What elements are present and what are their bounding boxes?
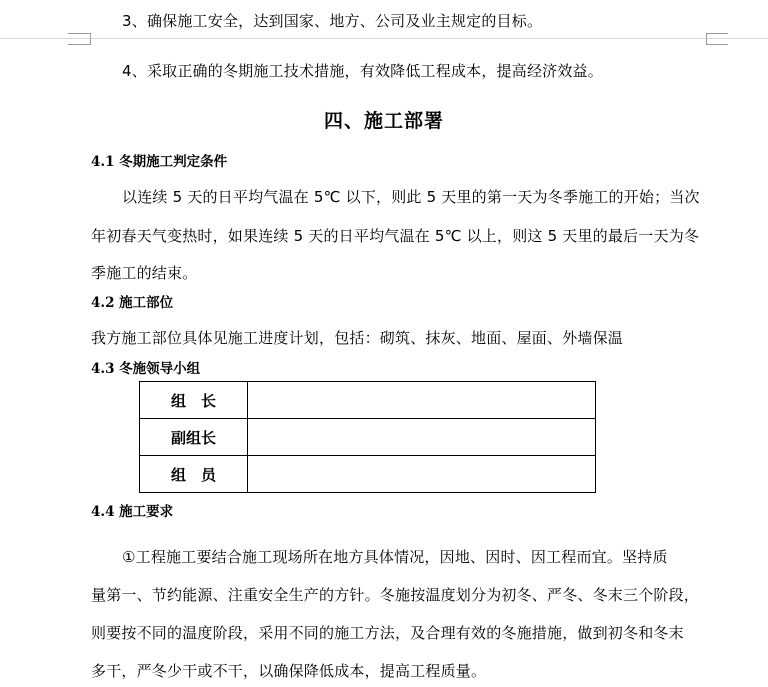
paragraph-line: 季施工的结束。 [91, 264, 198, 282]
chapter-title: 四、施工部署 [323, 110, 444, 132]
paragraph-line: ①工程施工要结合施工现场所在地方具体情况，因地、因时、因工程而宜。坚持质 [122, 548, 668, 566]
list-item-4: 4、采取正确的冬期施工技术措施，有效降低工程成本，提高经济效益。 [122, 62, 603, 80]
paragraph-line: 我方施工部位具体见施工进度计划，包括：砌筑、抹灰、地面、屋面、外墙保温 [91, 329, 624, 347]
role-label: 组 员 [140, 456, 248, 493]
section-heading-4-1: 4.1 冬期施工判定条件 [91, 154, 228, 170]
list-item-3: 3、确保施工安全，达到国家、地方、公司及业主规定的目标。 [122, 12, 543, 30]
table-row [140, 382, 596, 419]
role-label: 副组长 [140, 419, 248, 456]
role-value-cell[interactable] [248, 456, 596, 493]
role-label: 组 长 [140, 382, 248, 419]
role-value-cell[interactable] [248, 382, 596, 419]
paragraph-line: 年初春天气变热时，如果连续 5 天的日平均气温在 5℃ 以上，则这 5 天里的最后一天为冬 [91, 227, 700, 245]
paragraph-line: 以连续 5 天的日平均气温在 5℃ 以下，则此 5 天里的第一天为冬季施工的开始；当次 [122, 188, 700, 206]
margin-corner-mark-right [706, 33, 728, 45]
table-row [140, 419, 596, 456]
paragraph-line: 量第一、节约能源、注重安全生产的方针。冬施按温度划分为初冬、严冬、冬末三个阶段， [91, 586, 700, 604]
section-heading-4-2: 4.2 施工部位 [91, 295, 174, 311]
margin-corner-mark-left [68, 33, 90, 45]
paragraph-line: 则要按不同的温度阶段，采用不同的施工方法，及合理有效的冬施措施，做到初冬和冬末 [91, 624, 684, 642]
section-heading-4-3: 4.3 冬施领导小组 [91, 361, 201, 377]
section-heading-4-4: 4.4 施工要求 [91, 504, 174, 520]
paragraph-line: 多干，严冬少干或不干，以确保降低成本，提高工程质量。 [91, 662, 487, 680]
table-row [140, 456, 596, 493]
page-break-line [0, 38, 768, 39]
leadership-table [139, 381, 596, 493]
role-value-cell[interactable] [248, 419, 596, 456]
